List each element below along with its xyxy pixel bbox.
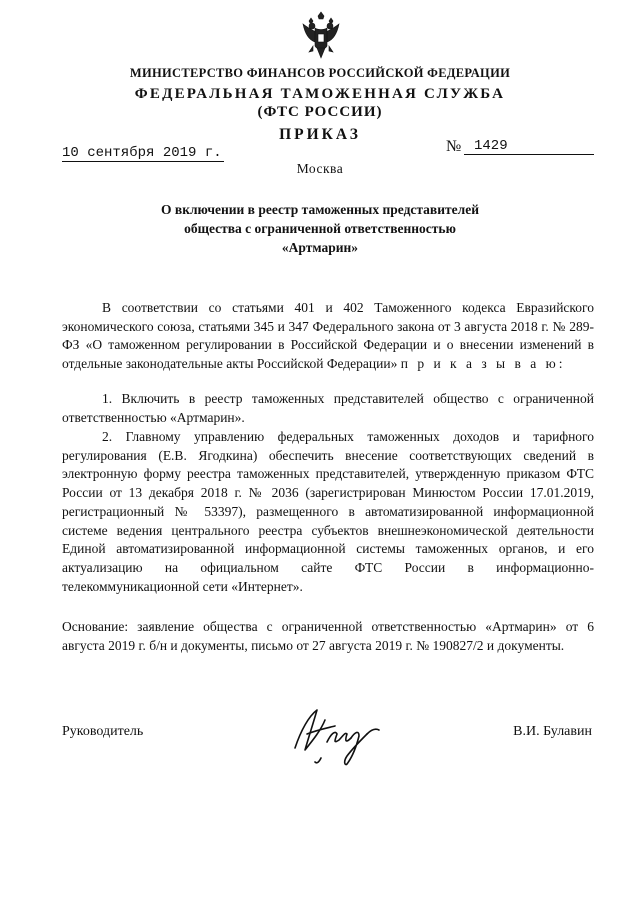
coat-of-arms-icon [299, 10, 343, 62]
preamble-text: В соответствии со статьями 401 и 402 Таможенного кодекса Евразийского экономического союза, статьями 345 и 347 Федерального закона от 3 августа 2018 г. № 289-ФЗ «О таможенном регулировании в Российской Федерации и о внесении изменений в отдельные законодательные акты Российской Федерации» [62, 300, 594, 372]
document-date: 10 сентября 2019 г. [62, 145, 222, 161]
document-number: 1429 [474, 138, 508, 154]
order-item-2-text: 2. Главному управлению федеральных таможенных доходов и тарифного регулирования (Е.В. Ягодкина) обеспечить внесение соответствующих сведений в электронную форму реестра таможенных представителей, утвержденную приказом ФТС России от 13 декабря 2018 г. № 2036 (зарегистрирован Минюстом России 17.01.2019, регистрационный № 53397), размещенного в автоматизированной информационной системе ведения центрального реестра субъектов внешнеэкономической деятельности Единой автоматизированной информационной системы таможенных органов, и его актуализацию на официальном сайте ФТС России в информационно-телекоммуникационной сети «Интернет». [62, 429, 594, 594]
order-word: п р и к а з ы в а ю: [400, 356, 566, 372]
order-item-1 [62, 390, 594, 427]
order-item-2 [62, 428, 594, 596]
document-number-label: № [446, 138, 462, 155]
service-abbreviation: (ФТС РОССИИ) [257, 104, 383, 120]
title-line-2: общества с ограниченной ответственностью [184, 221, 456, 236]
order-item-1-text: 1. Включить в реестр таможенных представителей общество с ограниченной ответственностью «Артмарин». [62, 391, 594, 425]
title-line-1: О включении в реестр таможенных представителей [161, 202, 479, 217]
signatory-name: В.И. Булавин [513, 724, 592, 739]
document-city: Москва [296, 161, 344, 176]
ministry-name: МИНИСТЕРСТВО ФИНАНСОВ РОССИЙСКОЙ ФЕДЕРАЦИИ [129, 66, 511, 80]
service-name: ФЕДЕРАЛЬНАЯ ТАМОЖЕННАЯ СЛУЖБА [134, 86, 506, 102]
signatory-role: Руководитель [62, 724, 144, 739]
basis-paragraph [62, 618, 594, 655]
signature-image [287, 700, 387, 770]
preamble-paragraph [62, 299, 594, 374]
document-number-underline [464, 154, 594, 155]
document-type: ПРИКАЗ [279, 126, 361, 143]
document-title [0, 200, 640, 257]
basis-text: Основание: заявление общества с ограниченной ответственностью «Артмарин» от 6 августа 2019 г. б/н и документы, письмо от 27 августа 2019 г. № 190827/2 и документы. [62, 619, 594, 653]
title-line-3: «Артмарин» [281, 240, 359, 255]
